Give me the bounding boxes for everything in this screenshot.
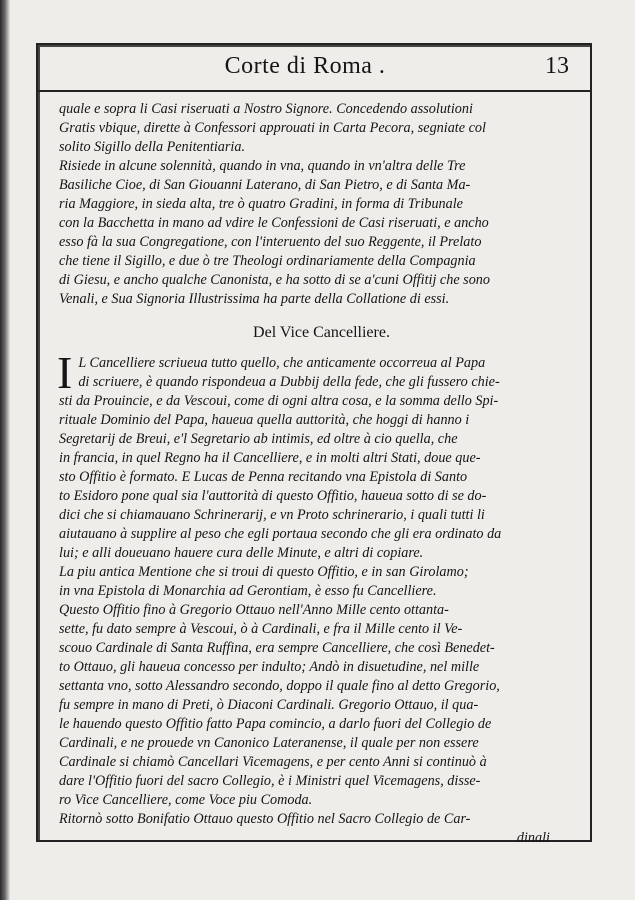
text-line: Segretarij de Breui, e'l Segretario ab intimis, ed oltre à cio quella, che	[59, 431, 458, 447]
text-line: con la Bacchetta in mano ad vdire le Confessioni de Casi riseruati, e ancho	[59, 215, 489, 231]
text-line: aiutauano à supplire al peso che egli portaua secondo che gli era ordinato da	[59, 526, 502, 542]
text-line: di scriuere, è quando rispondeua a Dubbij della fede, che gli fussero chie-	[78, 374, 500, 390]
text-line: in vna Epistola di Monarchia ad Gerontiam, è esso fu Cancelliere.	[59, 583, 437, 599]
text-line: to Esidoro pone qual sia l'auttorità di questo Offitio, haueua sotto di se do-	[59, 488, 487, 504]
text-line: sto Offitio è formato. E Lucas de Penna recitando vna Epistola di Santo	[59, 469, 468, 485]
text-line: settanta vno, sotto Alessandro secondo, doppo il quale fino al detto Gregorio,	[59, 678, 500, 694]
text-line: fu sempre in mano di Preti, ò Diaconi Cardinali. Gregorio Ottauo, il qua-	[59, 697, 479, 713]
catchword: dinali	[516, 830, 550, 846]
text-line: Cardinale si chiamò Cancellari Vicemagens, e per cento Anni si continuò à	[59, 754, 487, 770]
text-line: solito Sigillo della Penitentiaria.	[59, 139, 246, 155]
text-line: quale e sopra li Casi riseruati a Nostro Signore. Concedendo assolutioni	[59, 101, 473, 117]
text-line: in francia, in quel Regno ha il Cancelliere, e in molti altri Stati, doue que-	[59, 450, 481, 466]
text-line: Cardinali, e ne prouede vn Canonico Lateranense, il quale per non essere	[59, 735, 479, 751]
header-rule	[36, 90, 592, 92]
page-number: 13	[545, 53, 569, 79]
scan-edge-shadow	[0, 0, 10, 900]
section-heading: Del Vice Cancelliere.	[253, 324, 390, 341]
text-line: Basiliche Cioe, di San Giouanni Laterano, di San Pietro, e di Santa Ma-	[59, 177, 471, 193]
text-line: ria Maggiore, in sieda alta, tre ò quatro Gradini, in forma di Tribunale	[59, 196, 463, 212]
text-line: che tiene il Sigillo, e due ò tre Theologi ordinariamente della Compagnia	[59, 253, 476, 269]
text-line: sette, fu dato sempre à Vescoui, ò à Cardinali, e fra il Mille cento il Ve-	[59, 621, 463, 637]
text-line: La piu antica Mentione che si troui di questo Offitio, e in san Girolamo;	[59, 564, 469, 580]
text-line: Venali, e Sua Signoria Illustrissima ha parte della Collatione di essi.	[59, 291, 450, 307]
running-title: Corte di Roma .	[224, 53, 386, 79]
text-line: Ritornò sotto Bonifatio Ottauo questo Offitio nel Sacro Collegio de Car-	[59, 811, 471, 827]
text-line: di Giesu, e ancho qualche Canonista, e ha sotto di se a'cuni Offitij che sono	[59, 272, 490, 288]
text-line: L Cancelliere scriueua tutto quello, che anticamente occorreua al Papa	[78, 355, 486, 371]
text-line: lui; e alli doueuano hauere cura delle Minute, e altri di copiare.	[59, 545, 424, 561]
text-line: rituale Dominio del Papa, haueua quella auttorità, che hoggi di hanno i	[59, 412, 470, 428]
text-line: sti da Prouincie, e da Vescoui, come di ogni altra cosa, e la somma dello Spi-	[59, 393, 499, 409]
text-line: ro Vice Cancelliere, come Voce piu Comoda.	[59, 792, 313, 808]
drop-cap: I	[57, 347, 73, 398]
section-penitentiaria	[59, 100, 584, 309]
text-line: dici che si chiamauano Schrinerarij, e vn Proto schrinerario, i quali tutti li	[59, 507, 485, 523]
text-line: dare l'Offitio fuori del sacro Collegio, è i Ministri quel Vicemagens, disse-	[59, 773, 481, 789]
text-line: Gratis vbique, dirette à Confessori approuati in Carta Pecora, segniate col	[59, 120, 486, 136]
text-body	[59, 100, 584, 848]
text-line: Risiede in alcune solennità, quando in vna, quando in vn'altra delle Tre	[59, 158, 466, 174]
text-line: le hauendo questo Offitio fatto Papa comincio, a darlo fuori del Collegio de	[59, 716, 492, 732]
text-line: Questo Offitio fino à Gregorio Ottauo nell'Anno Mille cento ottanta-	[59, 602, 449, 618]
text-line: to Ottauo, gli haueua concesso per indulto; Andò in disuetudine, nel mille	[59, 659, 480, 675]
section-vice-cancelliere	[57, 347, 584, 829]
text-line: scouo Cardinale di Santa Ruffina, era sempre Cancelliere, che così Benedet-	[59, 640, 495, 656]
text-line: esso fà la sua Congregatione, con l'interuento del suo Reggente, il Prelato	[59, 234, 482, 250]
